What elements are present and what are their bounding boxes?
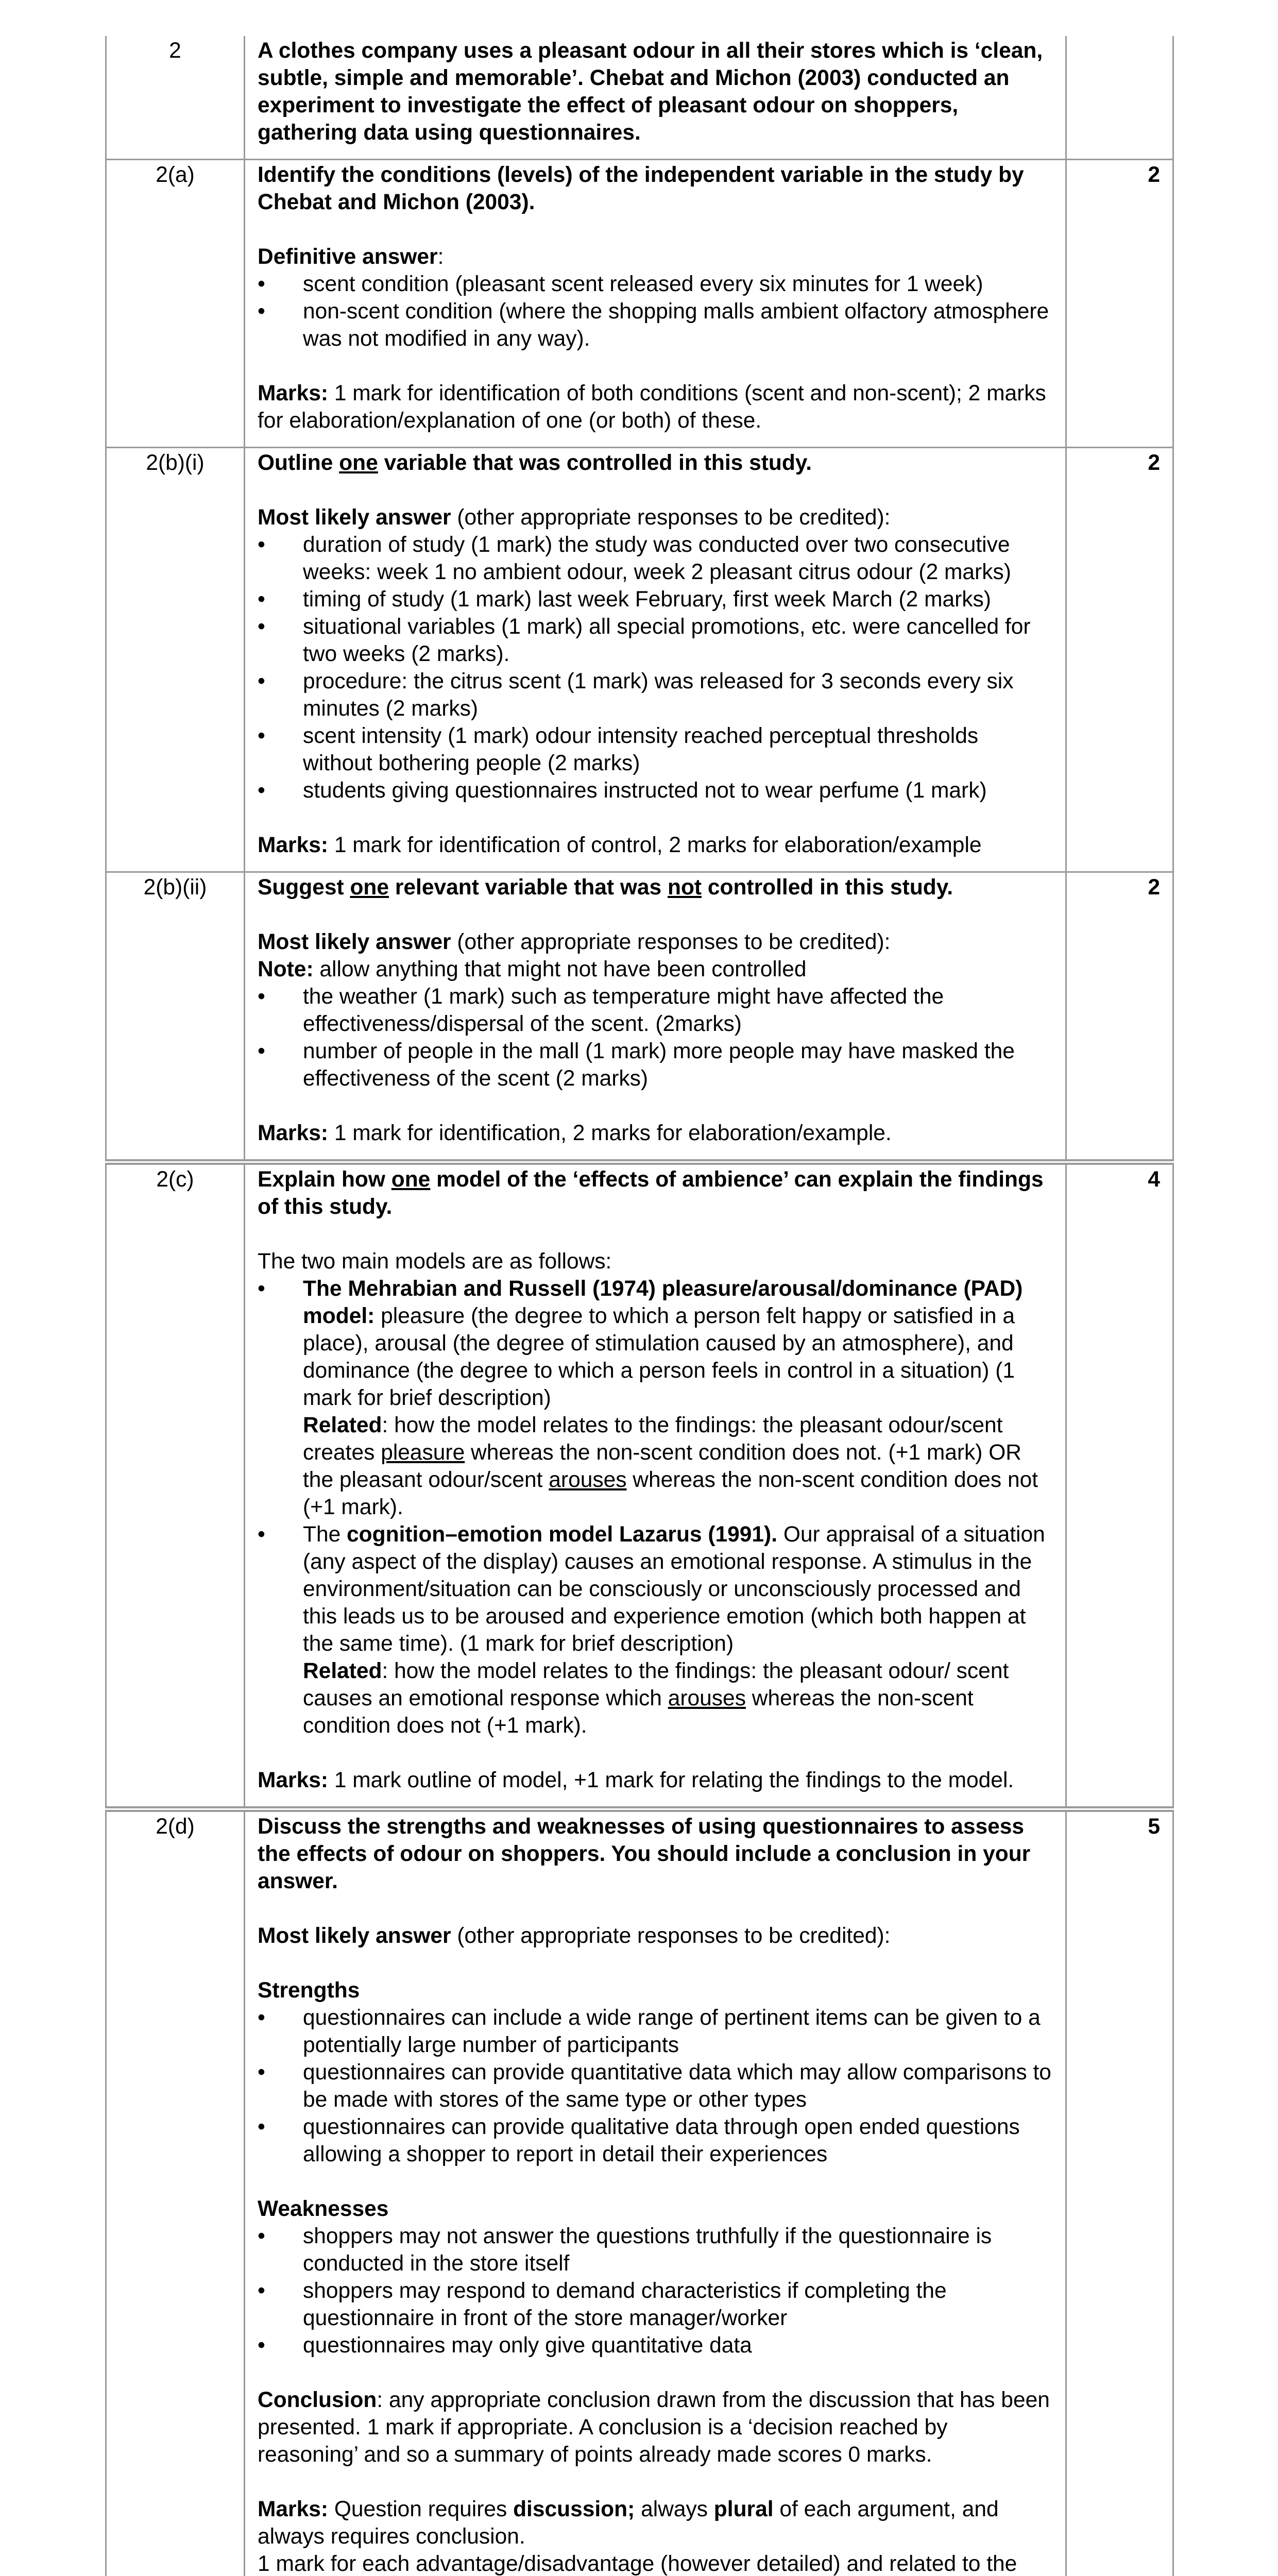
marks-value: 2 — [1066, 872, 1173, 1162]
strengths-list — [258, 2004, 1053, 2168]
answer-heading: Most likely answer (other appropriate responses to be credited): — [258, 505, 891, 530]
question-number: 2(b)(ii) — [106, 872, 245, 1162]
model-list — [258, 1275, 1053, 1739]
marks-guidance: Marks: 1 mark for identification of both conditions (scent and non-scent); 2 marks for elaboration/explanation of one (or both) of these. — [258, 381, 1046, 433]
question-2c-row — [106, 1162, 1173, 1809]
strengths-heading: Strengths — [258, 1978, 360, 2003]
marks-value: 2 — [1066, 448, 1173, 872]
list-item: • the weather (1 mark) such as temperature might have affected the effectiveness/dispersal of the scent. (2marks) — [258, 983, 1053, 1038]
question-2bii-row — [106, 872, 1173, 1162]
marks-guidance: Marks: Question requires discussion; always plural of each argument, and always requires conclusion. — [258, 2497, 999, 2549]
list-item: • questionnaires can include a wide range of pertinent items can be given to a potentially large number of participants — [258, 2004, 1053, 2059]
list-item: • students giving questionnaires instructed not to wear perfume (1 mark) — [258, 777, 1053, 804]
list-item: • shoppers may not answer the questions truthfully if the questionnaire is conducted in the store itself — [258, 2223, 1053, 2277]
question-number: 2(b)(i) — [106, 448, 245, 872]
question-number: 2(c) — [106, 1162, 245, 1809]
question-2d-row — [106, 1809, 1173, 2576]
list-item: • number of people in the mall (1 mark) more people may have masked the effectiveness of the scent (2 marks) — [258, 1038, 1053, 1092]
question-stem-cell — [245, 36, 1066, 160]
list-item: • scent intensity (1 mark) odour intensity reached perceptual thresholds without bothering people (2 marks) — [258, 722, 1053, 777]
question-number: 2 — [106, 36, 245, 160]
answer-cell — [245, 1162, 1066, 1809]
marks-guidance: Marks: 1 mark for identification, 2 marks for elaboration/example. — [258, 1121, 892, 1145]
question-text: Identify the conditions (levels) of the independent variable in the study by Chebat and Michon (2003). — [258, 163, 1024, 214]
question-2bi-row — [106, 448, 1173, 872]
question-number: 2(a) — [106, 160, 245, 448]
answer-note: Note: allow anything that might not have been controlled — [258, 957, 807, 981]
conclusion-guidance: Conclusion: any appropriate conclusion drawn from the discussion that has been presented. 1 mark if appropriate. A conclusion is a ‘decision reached by reasoning’ and so a summary of points already made scores 0 marks. — [258, 2388, 1050, 2467]
list-item: • questionnaires can provide quantitative data which may allow comparisons to be made with stores of the same type or other types — [258, 2059, 1053, 2113]
marks-value: 5 — [1066, 1809, 1173, 2576]
answer-cell — [245, 1809, 1066, 2576]
answer-heading: Definitive answer: — [258, 245, 444, 269]
list-item: • non-scent condition (where the shopping malls ambient olfactory atmosphere was not modified in any way). — [258, 298, 1053, 352]
marks-guidance: Marks: 1 mark outline of model, +1 mark for relating the findings to the model. — [258, 1768, 1014, 1792]
question-text: Suggest one relevant variable that was not controlled in this study. — [258, 875, 953, 900]
list-item: • duration of study (1 mark) the study was conducted over two consecutive weeks: week 1 no ambient odour, week 2 pleasant citrus odour (2 marks) — [258, 531, 1053, 586]
answer-cell — [245, 872, 1066, 1162]
question-text: Discuss the strengths and weaknesses of using questionnaires to assess the effects of odour on shoppers. You should include a conclusion in your answer. — [258, 1815, 1031, 1893]
answer-cell — [245, 448, 1066, 872]
list-item: • questionnaires may only give quantitative data — [258, 2332, 1053, 2359]
weaknesses-list — [258, 2223, 1053, 2359]
question-number: 2(d) — [106, 1809, 245, 2576]
answer-heading: Most likely answer (other appropriate responses to be credited): — [258, 930, 891, 954]
marks-value: 2 — [1066, 160, 1173, 448]
question-stem: A clothes company uses a pleasant odour in all their stores which is ‘clean, subtle, simple and memorable’. Chebat and Michon (2003) conducted an experiment to investigate the effect of pleasant odour on shoppers, gathering data using questionnaires. — [258, 39, 1043, 145]
marks-guidance-detail: 1 mark for each advantage/disadvantage (however detailed) and related to the — [258, 2552, 1017, 2576]
list-item: • shoppers may respond to demand characteristics if completing the questionnaire in front of the store manager/worker — [258, 2277, 1053, 2332]
question-text: Outline one variable that was controlled in this study. — [258, 451, 812, 475]
question-2-row — [106, 36, 1173, 160]
list-item-cognition-emotion-model: • The cognition–emotion model Lazarus (1991). Our appraisal of a situation (any aspect of the display) causes an emotional response. A stimulus in the environment/situation can be consciously or unconsciously processed and this leads us to be aroused and experience emotion (which both happen at the same time). (1 mark for brief description) Related: how the model relates to the findings: the pleasant odour/ scent causes an emotional response which arouses whereas the non-scent condition does not (+1 mark). — [258, 1521, 1053, 1739]
marks-value: 4 — [1066, 1162, 1173, 1809]
question-text: Explain how one model of the ‘effects of ambience’ can explain the findings of this study. — [258, 1167, 1044, 1219]
list-item: • procedure: the citrus scent (1 mark) was released for 3 seconds every six minutes (2 marks) — [258, 668, 1053, 722]
weaknesses-heading: Weaknesses — [258, 2197, 389, 2221]
list-item: • timing of study (1 mark) last week February, first week March (2 marks) — [258, 586, 1053, 613]
list-item: • situational variables (1 mark) all special promotions, etc. were cancelled for two weeks (2 marks). — [258, 613, 1053, 668]
answer-heading: Most likely answer (other appropriate responses to be credited): — [258, 1924, 891, 1948]
answer-list — [258, 270, 1053, 352]
marks-guidance: Marks: 1 mark for identification of control, 2 marks for elaboration/example — [258, 833, 982, 857]
list-item: • questionnaires can provide qualitative data through open ended questions allowing a shopper to report in detail their experiences — [258, 2113, 1053, 2168]
answer-list — [258, 531, 1053, 804]
question-2a-row — [106, 160, 1173, 448]
answer-list — [258, 983, 1053, 1092]
list-item: • scent condition (pleasant scent released every six minutes for 1 week) — [258, 270, 1053, 298]
list-item-pad-model: • The Mehrabian and Russell (1974) pleasure/arousal/dominance (PAD) model: pleasure (the degree to which a person felt happy or satisfied in a place), arousal (the degree of stimulation caused by an atmosphere), and dominance (the degree to which a person feels in control in a situation) (1 mark for brief description) Related: how the model relates to the findings: the pleasant odour/scent creates pleasure whereas the non-scent condition does not. (+1 mark) OR the pleasant odour/scent arouses whereas the non-scent condition does not (+1 mark). — [258, 1275, 1053, 1521]
mark-scheme-table — [105, 36, 1174, 2576]
answer-cell — [245, 160, 1066, 448]
marks-cell — [1066, 36, 1173, 160]
answer-intro: The two main models are as follows: — [258, 1249, 612, 1274]
